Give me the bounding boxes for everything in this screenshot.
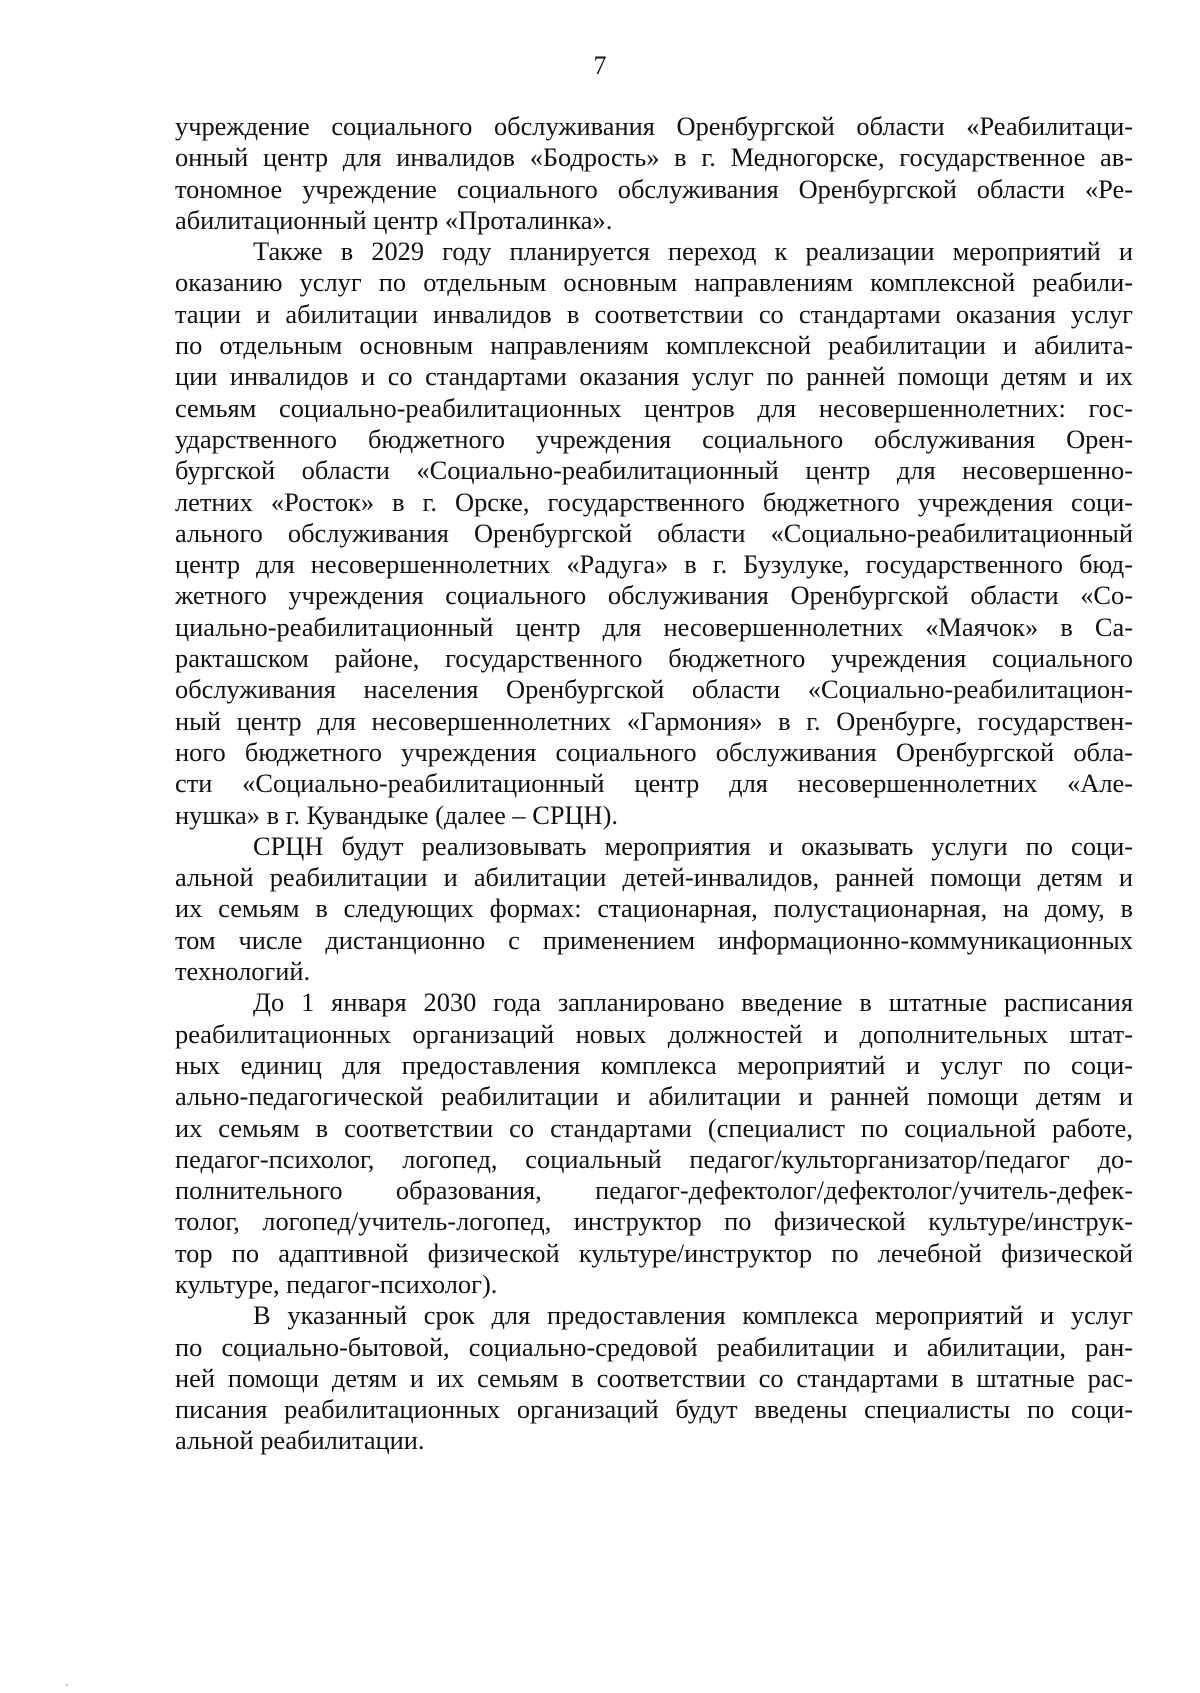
- text-line: по отдельным основным направлениям комплексной реабилитации и абилита-: [175, 330, 1133, 361]
- text-line: ней помощи детям и их семьям в соответствии со стандартами в штатные рас-: [175, 1362, 1133, 1393]
- text-line: культуре, педагог-психолог).: [175, 1268, 498, 1299]
- text-line: ального обслуживания Оренбургской области «Социально-реабилитационный: [175, 517, 1133, 548]
- text-line: В указанный срок для предоставления комплекса мероприятий и услуг: [253, 1300, 1133, 1331]
- text-line: сти «Социально-реабилитационный центр для несовершеннолетних «Але-: [175, 768, 1133, 799]
- text-line: ного бюджетного учреждения социального обслуживания Оренбургской обла-: [175, 736, 1133, 767]
- text-line: технологий.: [175, 956, 311, 987]
- text-line: тор по адаптивной физической культуре/инструктор по лечебной физической: [175, 1237, 1133, 1268]
- text-line: семьям социально-реабилитационных центров для несовершеннолетних: гос-: [175, 392, 1133, 423]
- text-line: их семьям в соответствии со стандартами (специалист по социальной работе,: [175, 1112, 1133, 1143]
- text-line: ударственного бюджетного учреждения социального обслуживания Орен-: [175, 423, 1133, 454]
- text-line: оказанию услуг по отдельным основным направлениям комплексной реабили-: [175, 267, 1133, 298]
- text-line: учреждение социального обслуживания Оренбургской области «Реабилитаци-: [175, 111, 1133, 141]
- document-body: [175, 111, 1133, 1457]
- page-number: 7: [593, 51, 607, 80]
- scan-speck: [66, 1684, 68, 1686]
- text-line: обслуживания населения Оренбургской области «Социально-реабилитацион-: [175, 674, 1133, 705]
- text-line: онный центр для инвалидов «Бодрость» в г. Медногорске, государственное ав-: [175, 142, 1133, 173]
- text-line: писания реабилитационных организаций будут введены специалисты по соци-: [175, 1394, 1133, 1425]
- text-line: жетного учреждения социального обслуживания Оренбургской области «Со-: [175, 580, 1133, 611]
- text-line: тономное учреждение социального обслуживания Оренбургской области «Ре-: [175, 173, 1133, 204]
- text-line: ракташском районе, государственного бюджетного учреждения социального: [175, 643, 1133, 674]
- paragraph: [175, 1300, 1133, 1456]
- text-line: летних «Росток» в г. Орске, государственного бюджетного учреждения соци-: [175, 486, 1133, 517]
- text-line: полнительного образования, педагог-дефектолог/дефектолог/учитель-дефек-: [175, 1175, 1133, 1206]
- text-line: альной реабилитации.: [175, 1425, 425, 1456]
- text-line: альной реабилитации и абилитации детей-инвалидов, ранней помощи детям и: [175, 862, 1133, 893]
- text-line: бургской области «Социально-реабилитационный центр для несовершенно-: [175, 455, 1133, 486]
- text-line: тации и абилитации инвалидов в соответствии со стандартами оказания услуг: [175, 298, 1133, 329]
- text-line: толог, логопед/учитель-логопед, инструктор по физической культуре/инструк-: [175, 1206, 1133, 1237]
- text-line: том числе дистанционно с применением информационно-коммуникационных: [175, 924, 1133, 955]
- text-line: Также в 2029 году планируется переход к реализации мероприятий и: [253, 236, 1133, 267]
- text-line: центр для несовершеннолетних «Радуга» в г. Бузулуке, государственного бюд-: [175, 549, 1133, 580]
- text-line: педагог-психолог, логопед, социальный педагог/культорганизатор/педагог до-: [175, 1143, 1133, 1174]
- text-line: реабилитационных организаций новых должностей и дополнительных штат-: [175, 1018, 1133, 1049]
- paragraph: [175, 111, 1133, 236]
- text-line: ный центр для несовершеннолетних «Гармония» в г. Оренбурге, государствен-: [175, 705, 1133, 736]
- text-line: их семьям в следующих формах: стационарная, полустационарная, на дому, в: [175, 893, 1133, 924]
- paragraph: [175, 987, 1133, 1300]
- text-line: по социально-бытовой, социально-средовой реабилитации и абилитации, ран-: [175, 1331, 1133, 1362]
- paragraph: [175, 236, 1133, 831]
- text-line: абилитационный центр «Проталинка».: [175, 204, 613, 235]
- paragraph: [175, 831, 1133, 987]
- text-line: ции инвалидов и со стандартами оказания услуг по ранней помощи детям и их: [175, 361, 1133, 392]
- text-line: СРЦН будут реализовывать мероприятия и оказывать услуги по соци-: [253, 830, 1133, 861]
- text-line: ально-педагогической реабилитации и абилитации и ранней помощи детям и: [175, 1081, 1133, 1112]
- text-line: циально-реабилитационный центр для несовершеннолетних «Маячок» в Са-: [175, 611, 1133, 642]
- text-line: До 1 января 2030 года запланировано введение в штатные расписания: [253, 987, 1133, 1018]
- text-line: ных единиц для предоставления комплекса мероприятий и услуг по соци-: [175, 1049, 1133, 1080]
- text-line: нушка» в г. Кувандыке (далее – СРЦН).: [175, 799, 618, 830]
